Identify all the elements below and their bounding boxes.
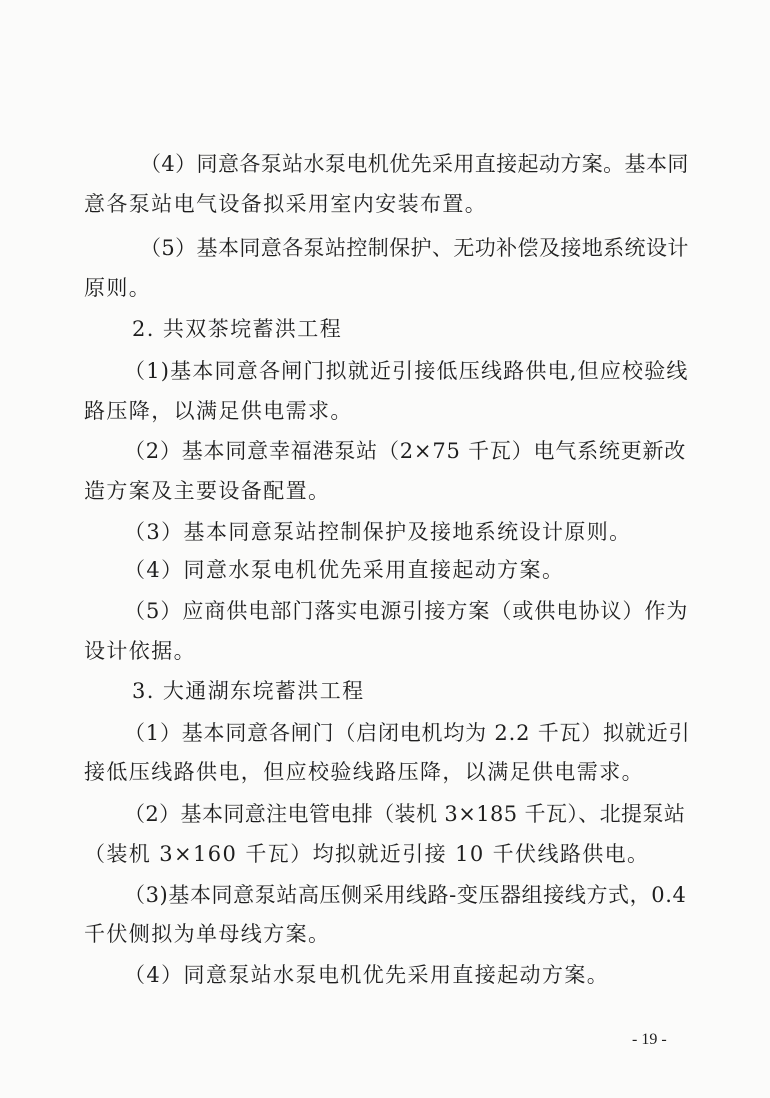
text-line: 接低压线路供电，但应校验线路压降，以满足供电需求。 xyxy=(84,760,644,784)
text-line: （5）基本同意各泵站控制保护、无功补偿及接地系统设计 xyxy=(140,236,689,260)
text-line: 造方案及主要设备配置。 xyxy=(84,479,331,503)
text-line: （5）应商供电部门落实电源引接方案（或供电协议）作为 xyxy=(124,599,689,623)
text-line: （1)基本同意各闸门拟就近引接低压线路供电,但应校验线 xyxy=(124,359,689,383)
section-heading: 2. 共双茶垸蓄洪工程 xyxy=(132,317,343,341)
text-line: （4）同意水泵电机优先采用直接起动方案。 xyxy=(124,558,565,582)
text-line: （3）基本同意泵站控制保护及接地系统设计原则。 xyxy=(124,520,632,544)
text-line: （装机 3×160 千瓦）均拟就近引接 10 千伏线路供电。 xyxy=(84,842,650,866)
text-line: （4）同意泵站水泵电机优先采用直接起动方案。 xyxy=(124,963,610,987)
page-number: - 19 - xyxy=(632,1031,667,1048)
text-line: （1）基本同意各闸门（启闭电机均为 2.2 千瓦）拟就近引 xyxy=(124,721,691,745)
text-line: （3)基本同意泵站高压侧采用线路-变压器组接线方式，0.4 xyxy=(124,883,687,907)
text-line: 设计依据。 xyxy=(84,639,196,663)
text-line: （2）基本同意幸福港泵站（2×75 千瓦）电气系统更新改 xyxy=(124,439,687,463)
text-line: 意各泵站电气设备拟采用室内安装布置。 xyxy=(84,192,488,216)
text-line: 原则。 xyxy=(84,276,152,300)
text-line: 千伏侧拟为单母线方案。 xyxy=(84,922,331,946)
text-line: （4）同意各泵站水泵电机优先采用直接起动方案。基本同 xyxy=(140,152,689,176)
text-line: （2）基本同意注电管电排（装机 3×185 千瓦）、北提泵站 xyxy=(124,802,686,826)
section-heading: 3. 大通湖东垸蓄洪工程 xyxy=(132,679,365,703)
text-line: 路压降，以满足供电需求。 xyxy=(84,399,353,423)
